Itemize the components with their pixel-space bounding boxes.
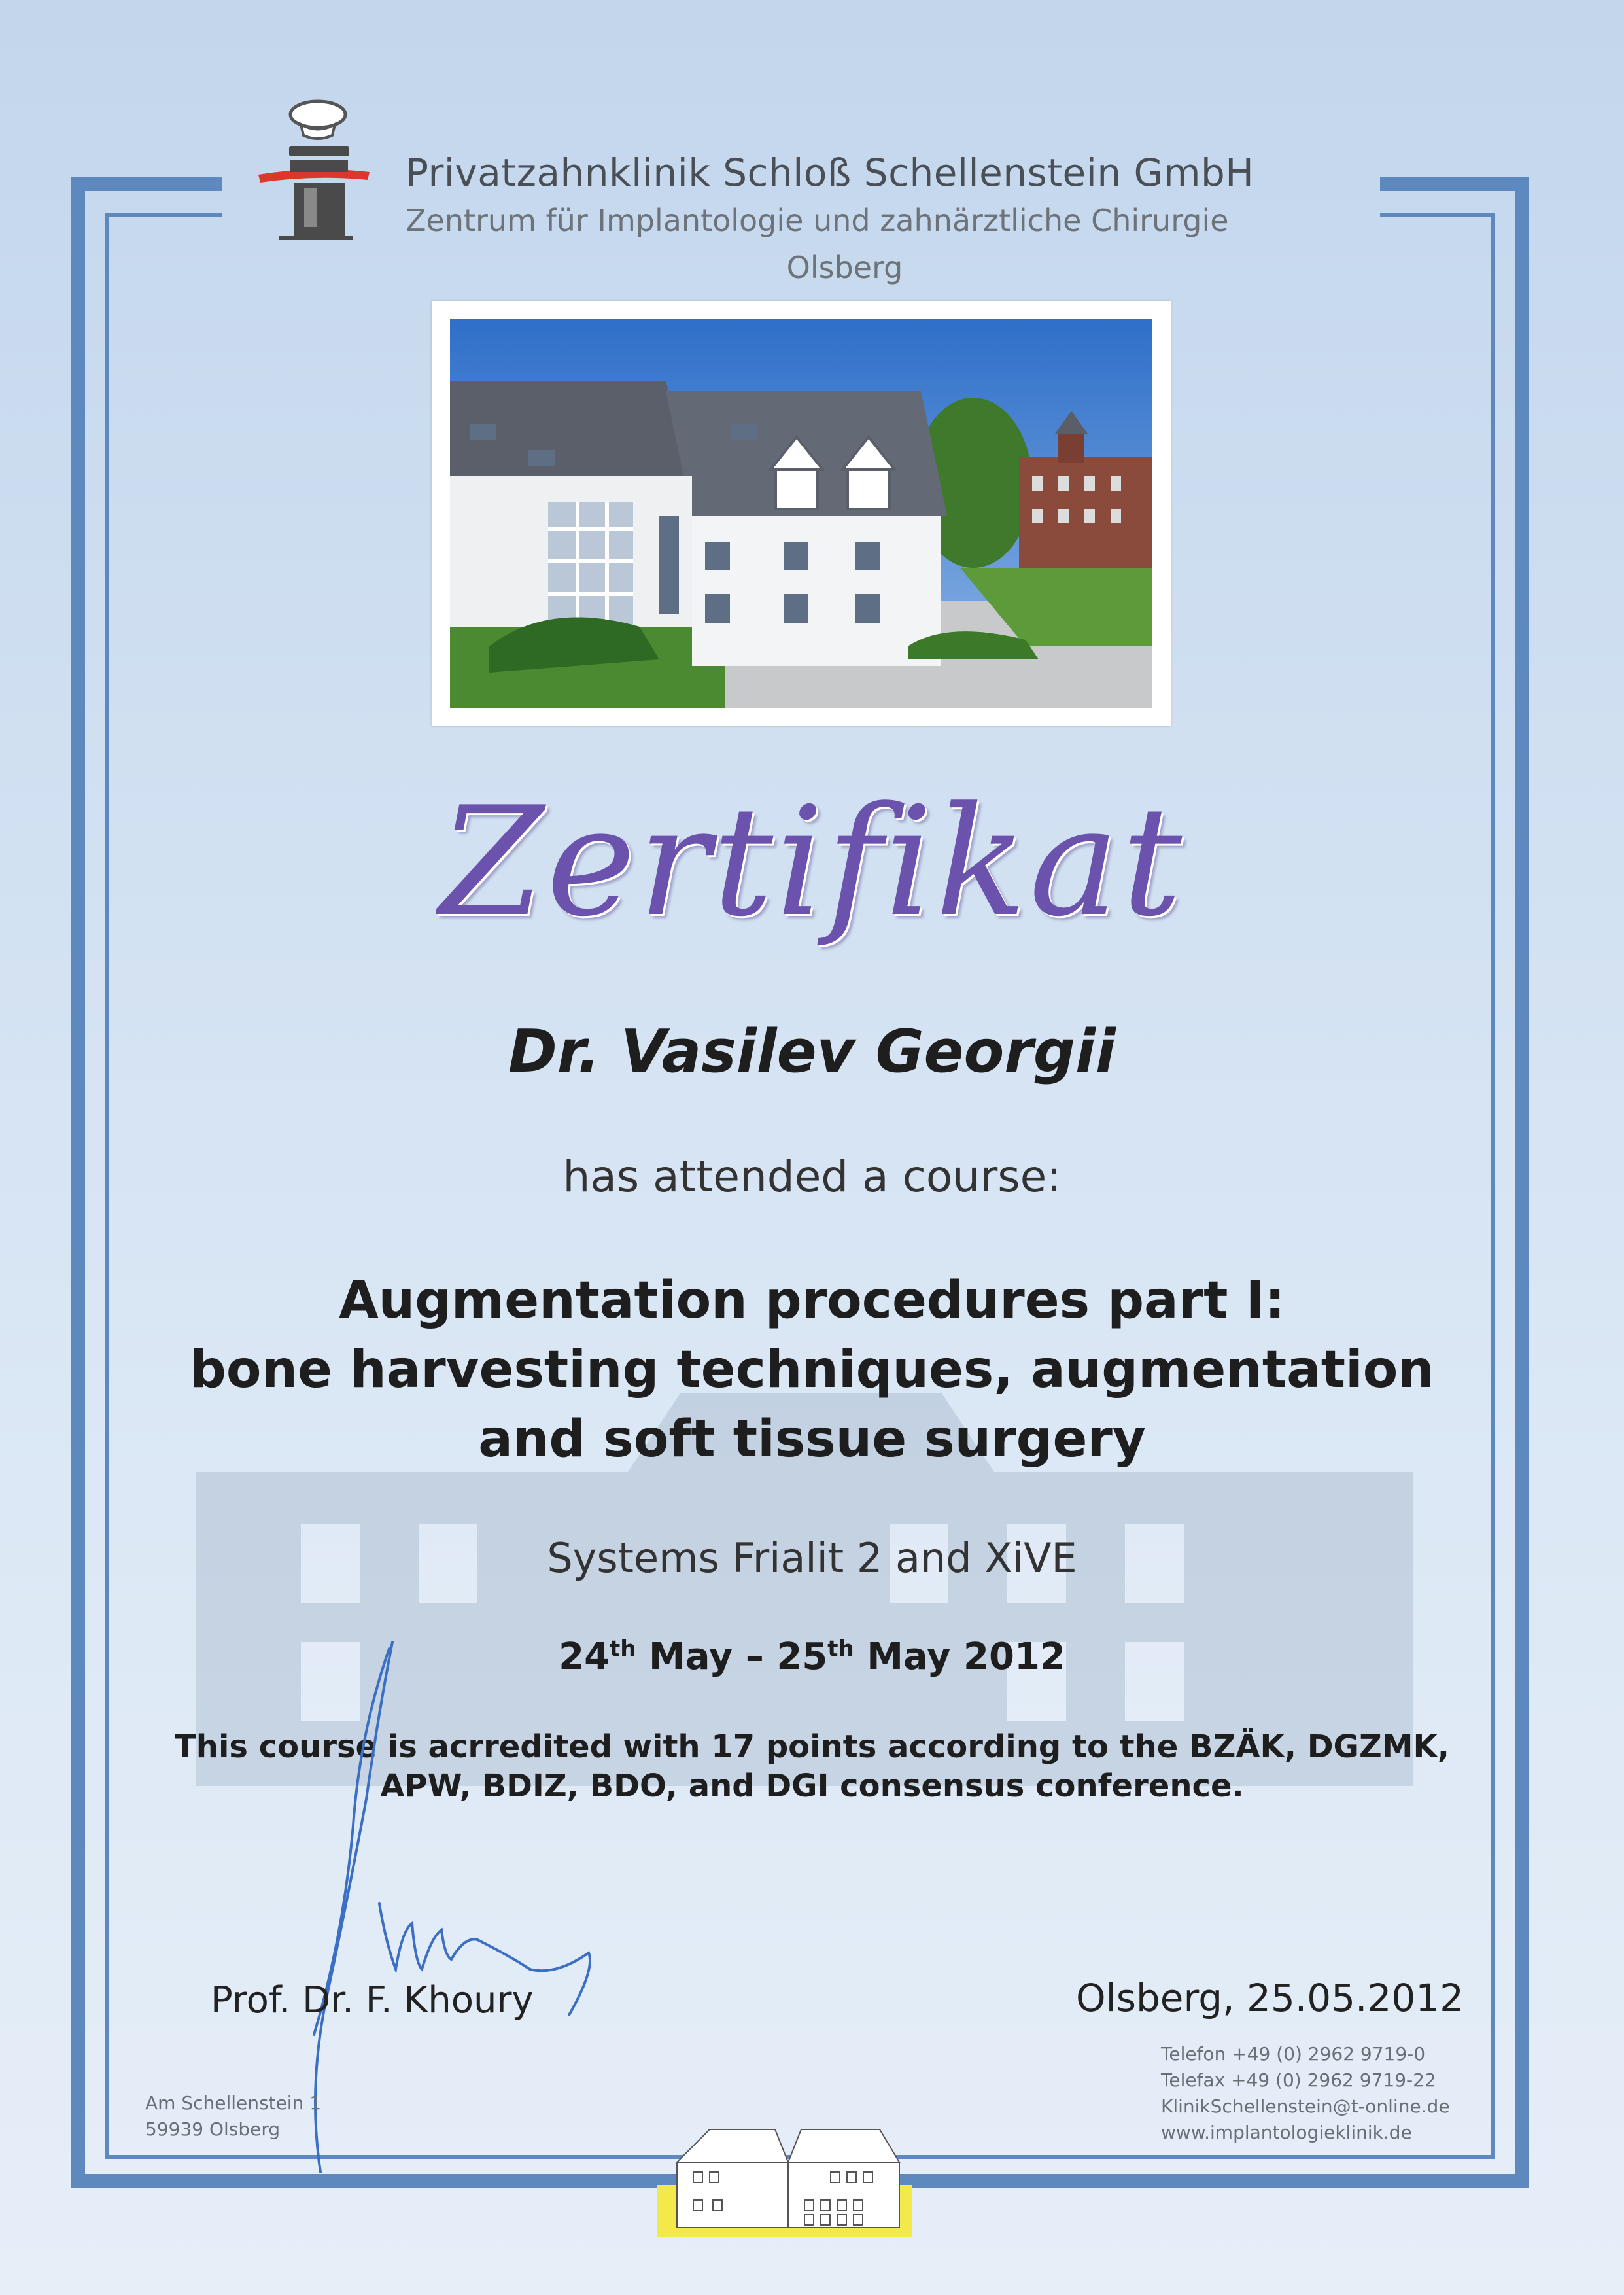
clinic-building-image (450, 319, 1152, 708)
clinic-photo (450, 319, 1152, 708)
signatory-name: Prof. Dr. F. Khoury (211, 1979, 534, 2022)
top-border-right-outer (1380, 177, 1529, 191)
course-title-line: Augmentation procedures part I: (339, 1271, 1285, 1330)
certificate-title: Zertifikat (439, 775, 1185, 950)
accreditation-line: APW, BDIZ, BDO, and DGI consensus conference. (380, 1768, 1244, 1804)
accreditation-text (0, 1727, 1624, 1806)
place-and-date: Olsberg, 25.05.2012 (1076, 1976, 1464, 2020)
phone-number: Telefon +49 (0) 2962 9719-0 (1161, 2043, 1426, 2065)
attended-text: has attended a course: (562, 1151, 1062, 1202)
organization-city: Olsberg (786, 250, 903, 285)
course-title-line: and soft tissue surgery (478, 1410, 1146, 1469)
footer-building-icon (657, 2116, 912, 2237)
organization-name: Privatzahnklinik Schloß Schellenstein GmbH (406, 150, 1254, 195)
top-border-right-inner (1380, 213, 1495, 217)
clinic-logo-icon (255, 95, 373, 242)
email-address: KlinikSchellenstein@t-online.de (1161, 2095, 1450, 2117)
end-day: 25 (776, 1636, 828, 1678)
top-border-left-inner (105, 213, 222, 217)
start-day: 24 (559, 1636, 610, 1678)
course-title (0, 1266, 1624, 1474)
organization-subtitle: Zentrum für Implantologie und zahnärztliche Chirurgie (406, 203, 1229, 238)
accreditation-line: This course is acrredited with 17 points according to the BZÄK, DGZMK, (175, 1728, 1449, 1765)
website: www.implantologieklinik.de (1161, 2122, 1412, 2143)
clinic-photo-frame (432, 301, 1171, 726)
start-month: May (649, 1636, 733, 1678)
course-dates (0, 1636, 1624, 1678)
course-title-line: bone harvesting techniques, augmentation (190, 1340, 1434, 1399)
recipient-name: Dr. Vasilev Georgii (508, 1017, 1116, 1086)
handwritten-signature (281, 1629, 621, 2192)
end-month-year: May 2012 (867, 1636, 1065, 1678)
address-block (145, 2090, 321, 2143)
end-day-suffix: th (827, 1636, 854, 1662)
top-border-left-outer (71, 177, 222, 191)
city-address: 59939 Olsberg (145, 2118, 281, 2140)
implant-systems: Systems Frialit 2 and XiVE (547, 1534, 1077, 1582)
date-separator: – (745, 1636, 764, 1678)
contact-block (1161, 2041, 1450, 2146)
start-day-suffix: th (610, 1636, 636, 1662)
street-address: Am Schellenstein 1 (145, 2092, 322, 2114)
fax-number: Telefax +49 (0) 2962 9719-22 (1161, 2069, 1436, 2091)
